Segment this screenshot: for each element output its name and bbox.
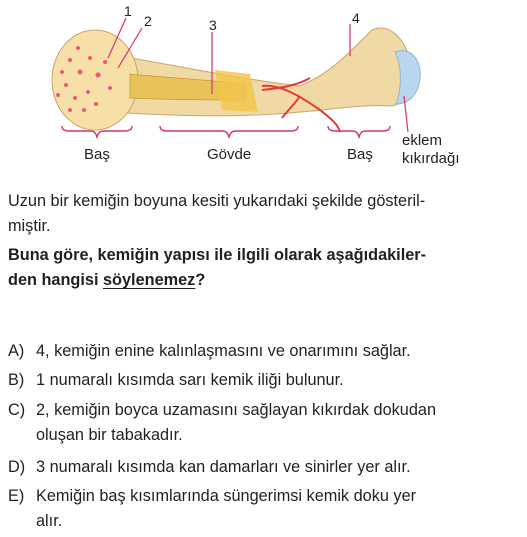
cut-edge (215, 70, 258, 112)
question-line-1: Buna göre, kemiğin yapısı ile ilgili olarak aşağıdakiler- (8, 246, 427, 264)
label-eklem: eklem (402, 132, 443, 149)
option-e[interactable] (8, 484, 518, 534)
option-a[interactable] (8, 339, 518, 364)
question-stem (8, 189, 519, 239)
label-govde: Gövde (207, 146, 252, 163)
question-line-2 (8, 268, 519, 293)
option-b-text: 1 numaralı kısımda sarı kemik iliği bulunur. (36, 371, 344, 389)
option-c[interactable] (8, 398, 518, 448)
option-c-text-2: oluşan bir tabakadır. (36, 426, 183, 444)
question-prefix: den hangisi (8, 271, 103, 289)
option-e-text-2: alır. (36, 512, 63, 530)
label-kikirdagi: kıkırdağı (402, 150, 460, 167)
number-3: 3 (209, 17, 217, 33)
option-a-text: 4, kemiğin enine kalınlaşmasını ve onarımını sağlar. (36, 342, 411, 360)
option-c-letter: C) (8, 401, 26, 419)
bone-figure (0, 0, 527, 180)
question-underlined: söylenemez (103, 271, 196, 289)
brackets (62, 126, 390, 137)
number-1: 1 (124, 3, 132, 19)
number-2: 2 (144, 13, 152, 29)
label-bas-right: Baş (347, 146, 373, 163)
option-b[interactable] (8, 368, 518, 393)
bracket-govde (160, 126, 298, 137)
stem-line-2: miştir. (8, 217, 51, 235)
stem-line-1: Uzun bir kemiğin boyuna kesiti yukarıdaki şekilde gösteril- (8, 192, 426, 210)
option-e-text-1: Kemiğin baş kısımlarında süngerimsi kemik doku yer (36, 487, 417, 505)
number-4: 4 (352, 10, 360, 26)
option-c-text-1: 2, kemiğin boyca uzamasını sağlayan kıkırdak dokudan (36, 401, 437, 419)
question-prompt (8, 243, 519, 293)
question-suffix: ? (195, 271, 206, 289)
option-d-text: 3 numaralı kısımda kan damarları ve sinirler yer alır. (36, 458, 411, 476)
option-a-letter: A) (8, 342, 25, 360)
option-d[interactable] (8, 455, 518, 480)
label-bas-left: Baş (84, 146, 110, 163)
left-head (52, 30, 138, 130)
option-b-letter: B) (8, 371, 25, 389)
option-d-letter: D) (8, 458, 26, 476)
option-e-letter: E) (8, 487, 25, 505)
